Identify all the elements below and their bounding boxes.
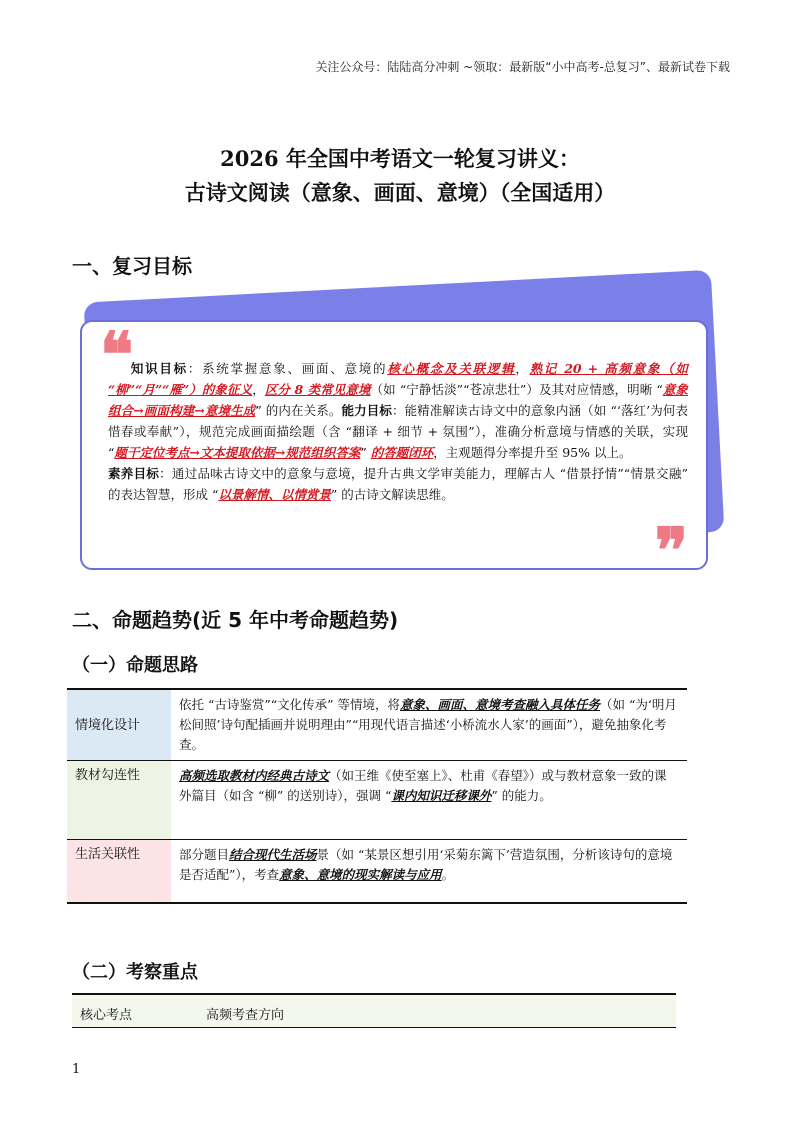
cell-text: 景（如 “某景区想引用‘采菊东篱下’营造氛围，分析该诗句的意境是否适配”），考查 — [179, 847, 673, 882]
highlight: 区分 8 类常见意境 — [264, 382, 371, 397]
highlight: 课内知识迁移课外 — [391, 788, 492, 803]
row-value — [171, 840, 687, 904]
close-quote-icon: ❞ — [654, 514, 688, 587]
title-line-1: 2026 年全国中考语文一轮复习讲义： — [220, 146, 580, 171]
cell-text: 部分题目 — [179, 847, 230, 862]
cell-text: 依托 “古诗鉴赏”“文化传承” 等情境，将 — [179, 697, 401, 712]
goal-text: ” 的古诗文解读思维。 — [330, 487, 454, 502]
table-row — [67, 689, 687, 761]
highlight: 意象、画面、意境考查融入具体任务 — [400, 697, 601, 712]
highlight: 核心概念及关联逻辑 — [387, 361, 516, 376]
highlight: 熟记 20 + 高频意象（如 “柳”“月”“雁”）的象征义 — [108, 361, 688, 397]
row-key: 情境化设计 — [67, 689, 171, 761]
section2-heading: 二、命题趋势(近 5 年中考命题趋势) — [72, 608, 399, 632]
cell-text: （如王维《使至塞上》、杜甫《春望》）或与教材意象一致的课外篇目（如含 “柳” 的送别诗），强调 “ — [179, 768, 667, 803]
column-header: 高频考查方向 — [198, 994, 676, 1028]
highlight: 题干定位考点→文本提取依据→规范组织答案 — [114, 445, 361, 460]
cell-text: ” 的能力。 — [491, 788, 552, 803]
goal-text: ” — [360, 445, 371, 460]
goal-text: ” 的内在关系。 — [255, 403, 342, 418]
goal-text: ， — [252, 382, 265, 397]
page-header: 关注公众号：陆陆高分冲刺 ~领取：最新版“小中高考-总复习”、最新试卷下载 — [315, 60, 730, 74]
highlight: 结合现代生活场 — [229, 847, 317, 862]
table-row — [67, 840, 687, 904]
document-title — [0, 142, 800, 210]
open-quote-icon: ❝ — [100, 318, 134, 391]
goal-text: ：系统掌握意象、画面、意境的 — [187, 361, 388, 376]
row-key: 生活关联性 — [67, 840, 171, 904]
focus-table — [72, 993, 676, 1028]
goal-text: ， — [515, 361, 530, 376]
row-key: 教材勾连性 — [67, 761, 171, 840]
title-line-2: 古诗文阅读（意象、画面、意境）（全国适用） — [184, 180, 616, 205]
goal-text: ：通过品味古诗文中的意象与意境，提升古典文学审美能力，理解古人 “借景抒情”“情景交融” 的表达智慧，形成 “ — [108, 466, 688, 502]
goals-text — [108, 358, 688, 505]
trend-table — [67, 688, 687, 904]
knowledge-goal-label: 知识目标 — [130, 361, 188, 376]
highlight: 以景解情、以情赏景 — [218, 487, 331, 502]
card-body — [80, 318, 708, 587]
literacy-goal-label: 素养目标 — [108, 466, 160, 481]
section1-heading: 一、复习目标 — [72, 254, 192, 278]
goal-text: （如 “宁静恬淡”“苍凉悲壮”）及其对应情感，明晰 “ — [370, 382, 663, 397]
highlight: 意象组合→画面构建→意境生成 — [108, 382, 688, 418]
column-header: 核心考点 — [72, 994, 198, 1028]
goal-text: ：能精准解读古诗文中的意象内涵（如 “‘落红’为何表惜春或奉献”），规范完成画面描绘题（含 “翻译 + 细节 + 氛围”），准确分析意境与情感的关联，实现 “ — [108, 403, 688, 460]
table-row — [67, 761, 687, 840]
subsection-focus-heading: （二）考察重点 — [72, 962, 198, 983]
cell-text: 。 — [441, 867, 455, 882]
highlight: 意象、意境的现实解读与应用 — [279, 867, 442, 882]
goal-text: ，主观题得分率提升至 95% 以上。 — [433, 445, 632, 460]
row-value — [171, 761, 687, 840]
subsection-idea-heading: （一）命题思路 — [72, 655, 198, 676]
page-number: 1 — [72, 1062, 81, 1077]
review-goals-card — [72, 286, 722, 587]
highlight: 高频选取教材内经典古诗文 — [179, 768, 330, 783]
table-header-row — [72, 994, 676, 1028]
ability-goal-label: 能力目标 — [341, 403, 392, 418]
cell-text: （如 “为‘明月松间照’诗句配插画并说明理由”“用现代语言描述‘小桥流水人家’的画面”），避免抽象化考查。 — [179, 697, 677, 752]
row-value — [171, 689, 687, 761]
highlight: 的答题闭环 — [370, 445, 434, 460]
